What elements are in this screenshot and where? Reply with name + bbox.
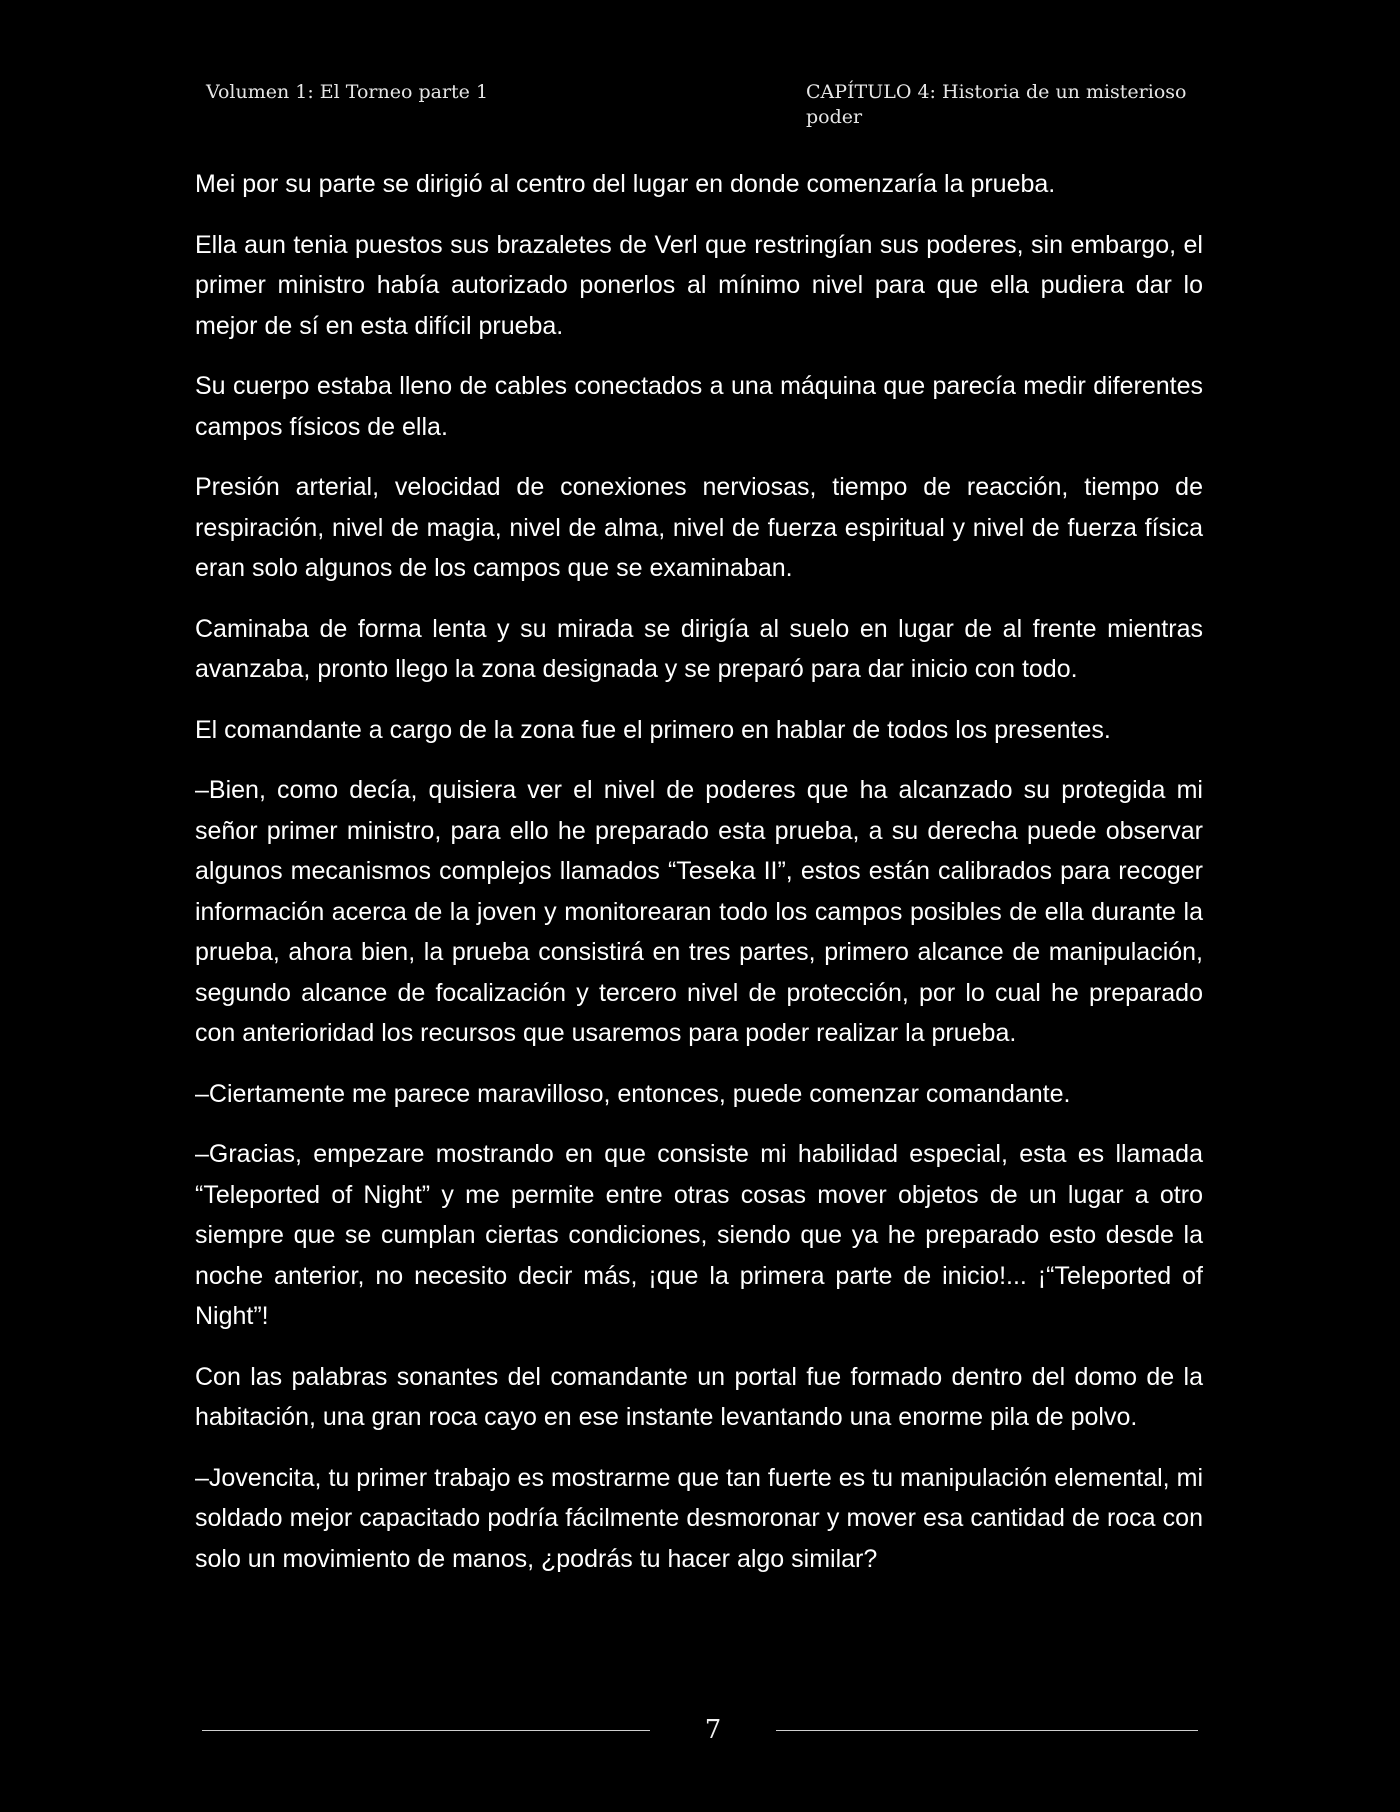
chapter-title: CAPÍTULO 4: Historia de un misterioso poder (806, 81, 1187, 128)
dialogue-paragraph: –Gracias, empezare mostrando en que consiste mi habilidad especial, esta es llamada “Teleported of Night” y me permite entre otras cosas mover objetos de un lugar a otro siempre que se cumplan ciertas condiciones, siendo que ya he preparado esto desde la noche anterior, no necesito decir más, ¡que la primera parte de inicio!... ¡“Teleported of Night”! (195, 1140, 1203, 1330)
footer-rule-right (776, 1730, 1198, 1731)
paragraph: Con las palabras sonantes del comandante un portal fue formado dentro del domo de la habitación, una gran roca cayo en ese instante levantando una enorme pila de polvo. (195, 1362, 1203, 1431)
dialogue-paragraph: –Jovencita, tu primer trabajo es mostrarme que tan fuerte es tu manipulación elemental, mi soldado mejor capacitado podría fácilmente desmoronar y mover esa cantidad de roca con solo un movimiento de manos, ¿podrás tu hacer algo similar? (195, 1463, 1203, 1573)
paragraph: Mei por su parte se dirigió al centro del lugar en donde comenzaría la prueba. (195, 170, 1056, 198)
volume-title: Volumen 1: El Torneo parte 1 (206, 81, 489, 103)
paragraph: Ella aun tenia puestos sus brazaletes de Verl que restringían sus poderes, sin embargo, el primer ministro había autorizado ponerlos al mínimo nivel para que ella pudiera dar lo mejor de sí en esta difícil prueba. (195, 230, 1203, 340)
chapter-body (195, 164, 1203, 1599)
page-number: 7 (704, 1715, 722, 1745)
paragraph: El comandante a cargo de la zona fue el primero en hablar de todos los presentes. (195, 715, 1111, 744)
footer-rule-left (202, 1730, 650, 1731)
paragraph: Caminaba de forma lenta y su mirada se dirigía al suelo en lugar de al frente mientras avanzaba, pronto llego la zona designada y se preparó para dar inicio con todo. (195, 614, 1203, 683)
paragraph: Presión arterial, velocidad de conexiones nerviosas, tiempo de reacción, tiempo de respiración, nivel de magia, nivel de alma, nivel de fuerza espiritual y nivel de fuerza física eran solo algunos de los campos que se examinaban. (195, 473, 1203, 582)
page-footer (202, 1710, 1198, 1750)
dialogue-paragraph: –Ciertamente me parece maravilloso, entonces, puede comenzar comandante. (195, 1079, 1071, 1108)
paragraph: Su cuerpo estaba lleno de cables conectados a una máquina que parecía medir diferentes campos físicos de ella. (195, 372, 1203, 441)
dialogue-paragraph: –Bien, como decía, quisiera ver el nivel de poderes que ha alcanzado su protegida mi señor primer ministro, para ello he preparado esta prueba, a su derecha puede observar algunos mecanismos complejos llamados “Teseka II”, estos están calibrados para recoger información acerca de la joven y monitorearan todo los campos posibles de ella durante la prueba, ahora bien, la prueba consistirá en tres partes, primero alcance de manipulación, segundo alcance de focalización y tercero nivel de protección, por lo cual he preparado con anterioridad los recursos que usaremos para poder realizar la prueba. (195, 776, 1203, 1047)
